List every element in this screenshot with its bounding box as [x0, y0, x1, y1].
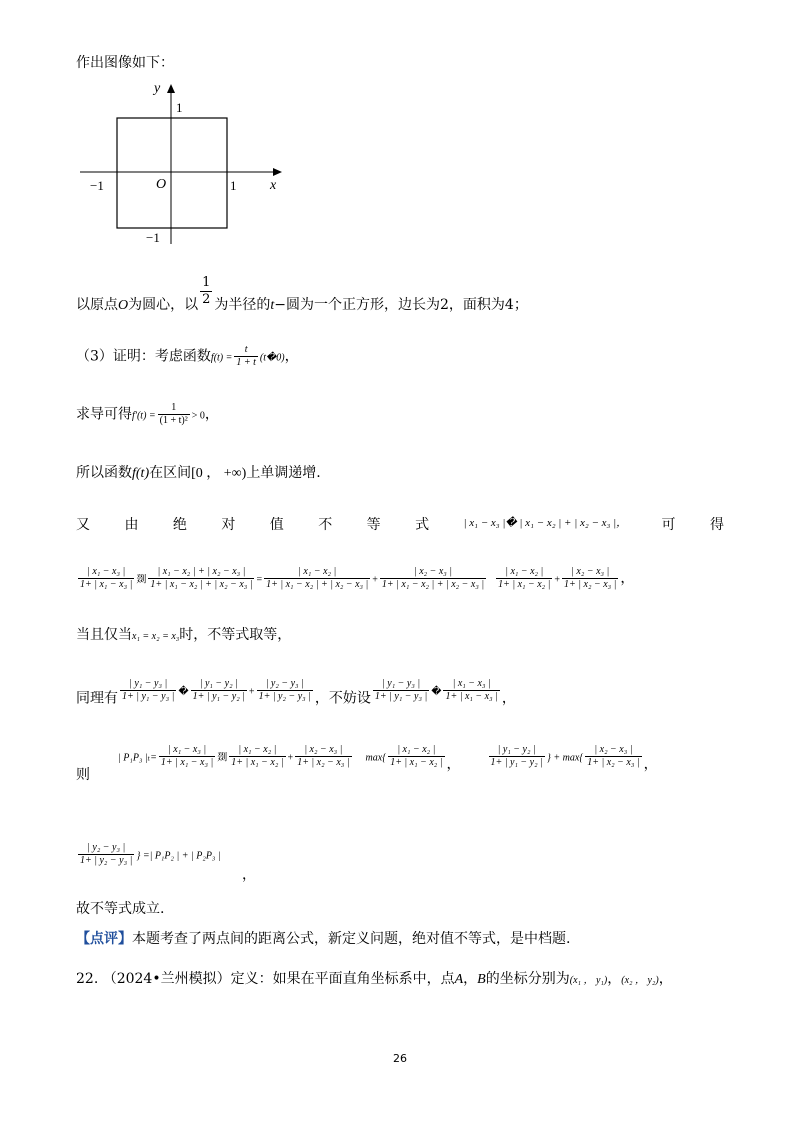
paragraph-similarly-y: 同理有 $\frac{\text{| y₁ − y₃ |}}{\text{1+ | y₁ − y₃ |}}$ � $\frac{\text{| y₁ − y₂ |}}{\text{1+ | y₁ − y₂ |}}$ + $\frac{\text{| y₂ − y₃ |}}{\text{1+ | y₂ − y₃ |}}$ ，不妨设 $\frac{\text{| y₁ − y₃ |}}{\text{1+ | y₁ − y₃ |}}$ � $\frac{\text{| x₁ − x₃ |}}{\text{1+ | x₁ − x₃ |}}$ ， [76, 678, 516, 707]
p6-frac-3: $\frac{\text{| x₁ − x₂ |}}{\text{1+ | x₁ − x₂ | + | x₂ − x₃ |}}$ [266, 566, 369, 590]
p1-text-d: −圆为一个正方形，边长为2，面积为4； [274, 297, 528, 313]
p3-formula: f′(t) = [132, 410, 156, 422]
intro-text: 作出图像如下： [76, 55, 174, 71]
paragraph-derivative [76, 402, 219, 427]
p4-text-c: 上单调递增. [246, 465, 321, 481]
p8-frac-5: $\frac{\text{| x₁ − x₃ |}}{\text{1+ | x₁ − x₃ |}}$ [445, 678, 498, 702]
p9-frac-3: $\frac{\text{| x₂ − x₃ |}}{\text{1+ | x₂ − x₃ |}}$ [297, 744, 350, 768]
p8-text-a: 同理有 [76, 690, 118, 707]
p10-rest: } =| P₁P₂ | + | P₂P₃ | [136, 850, 221, 862]
p10-frac-1: $\frac{\text{| y₂ − y₃ |}}{\text{1+ | y₂ − y₃ |}}$ [80, 842, 133, 866]
p6-frac-4: $\frac{\text{| x₂ − x₃ |}}{\text{1+ | x₁ − x₂ | + | x₂ − x₃ |}}$ [381, 566, 485, 590]
p1-t: t [270, 298, 275, 313]
p7-formula: x₁ = x₂ = x₃ [132, 631, 180, 642]
paragraph-comment [76, 930, 570, 948]
q22-text-a: 22. （2024•兰州模拟）定义：如果在平面直角坐标系中，点 [76, 971, 455, 987]
p2-formula: f(t) = [210, 352, 233, 364]
paragraph-equality [76, 626, 291, 646]
p9-frac-1: $\frac{\text{| x₁ − x₃ |}}{\text{1+ | x₁ − x₃ |}}$ [160, 744, 214, 768]
page-number: 26 [393, 1052, 407, 1065]
p9-frac-5: $\frac{\text{| y₁ − y₂ |}}{\text{1+ | y₁ − y₂ |}}$ [490, 744, 543, 768]
paragraph-consider-function [76, 344, 299, 369]
p6-frac-2: $\frac{\text{| x₁ − x₂ | + | x₂ − x₃ |}}{\text{1+ | x₁ − x₂ | + | x₂ − x₃ |}}$ [150, 566, 253, 590]
paragraph-abs-inequality: 又 由 绝 对 值 不 等 式 | x₁ − x₃ |� | x₁ − x₂ | + | x₂ − x₃ |， 可 得 [76, 514, 724, 534]
p3-fraction: $\frac{1}{\text{(1 + t)²}}$ [159, 402, 188, 426]
p3-tail: > 0 [191, 410, 205, 422]
origin-label: O [156, 177, 167, 192]
p1-origin: O [118, 298, 129, 313]
paragraph-monotonic [76, 464, 321, 483]
square-figure [70, 76, 310, 256]
comment-text: 本题考查了两点间的距离公式，新定义问题，绝对值不等式，是中档题. [132, 931, 571, 947]
p7-text-b: 时，不等式取等， [179, 627, 292, 643]
p8-frac-1: $\frac{\text{| y₁ − y₃ |}}{\text{1+ | y₁ − y₃ |}}$ [122, 678, 175, 702]
p5-formula: | x₁ − x₃ |� | x₁ − x₂ | + | x₂ − x₃ |， [463, 517, 628, 529]
p8-frac-4: $\frac{\text{| y₁ − y₃ |}}{\text{1+ | y₁ − y₃ |}}$ [374, 678, 428, 702]
paragraph-question-22: 22. （2024•兰州模拟）定义：如果在平面直角坐标系中，点A，B的坐标分别为(x₁ ， y₁)，(x₂ ， y₂)， [76, 971, 673, 987]
y-axis-label: y [154, 81, 161, 96]
p8-frac-3: $\frac{\text{| y₂ − y₃ |}}{\text{1+ | y₂ − y₃ |}}$ [258, 678, 311, 702]
p1-half-fraction: $\frac{1}{2}$ [202, 274, 211, 307]
p3-text: 求导可得 [76, 406, 132, 423]
p4-text-a: 所以函数 [76, 465, 132, 481]
tick-bottom-label: −1 [146, 230, 160, 245]
q22-coord-1: (x₁ ， y₁) [569, 975, 608, 986]
p8-text-b: ，不妨设 [314, 690, 371, 707]
comment-label: 【点评】 [76, 931, 132, 947]
paragraph-square [76, 274, 528, 315]
tick-right-label: 1 [230, 178, 237, 193]
p3-end: ， [204, 406, 219, 423]
tick-top-label: 1 [176, 100, 183, 115]
paragraph-chain-x: $\frac{\text{| x₁ − x₃ |}}{\text{1+ | x₁ − x₃ |}}$ 剟 $\frac{\text{| x₁ − x₂ | + | x₂ − x₃ |}}{\text{1+ | x₁ − x₂ | + | x₂ − x₃ |}}$ = $\frac{\text{| x₁ − x₂ |}}{\text{1+ | x₁ − x₂ | + | x₂ − x₃ |}}$ + $\frac{\text{| x₂ − x₃ |}}{\text{1+ | x₁ − x₂ | + | x₂ − x₃ |}}$ $\frac{\text{| x₁ − x₂ |}}{\text{1+ | x₁ − x₂ |}}$ + $\frac{\text{| x₂ − x₃ |}}{\text{1+ | x₂ − x₃ |}}$ ， [80, 566, 635, 590]
tick-left-label: −1 [90, 178, 104, 193]
p9-frac-4: $\frac{\text{| x₁ − x₂ |}}{\text{1+ | x₁ − x₂ |}}$ [390, 744, 443, 768]
p2-end: ， [284, 348, 299, 365]
p2-tail: (t�0) [259, 352, 285, 364]
paragraph-result [76, 842, 221, 867]
p10-end: ， [242, 867, 256, 883]
p9-text-a: 则 [76, 766, 90, 783]
x-axis-arrow [273, 168, 282, 176]
q22-text-b: 的坐标分别为 [485, 971, 570, 987]
p1-text-a: 以原点 [76, 297, 118, 313]
q22-coord-2: (x₂ ， y₂) [621, 975, 659, 986]
p9-lhs: | P₁P₃ |ₜ= [118, 752, 157, 764]
paragraph-then: 则| P₁P₃ |ₜ= $\frac{\text{| x₁ − x₃ |}}{\text{1+ | x₁ − x₃ |}}$ 剟 $\frac{\text{| x₁ − x₂ |}}{\text{1+ | x₁ − x₂ |}}$ + $\frac{\text{| x₂ − x₃ |}}{\text{1+ | x₂ − x₃ |}}$ max{ $\frac{\text{| x₁ − x₂ |}}{\text{1+ | x₁ − x₂ |}}$ ， $\frac{\text{| y₁ − y₂ |}}{\text{1+ | y₁ − y₂ |}}$ } + max{ $\frac{\text{| x₂ − x₃ |}}{\text{1+ | x₂ − x₃ |}}$ ， [76, 744, 658, 783]
paragraph-conclusion: 故不等式成立. [76, 901, 165, 917]
p8-frac-2: $\frac{\text{| y₁ − y₂ |}}{\text{1+ | y₁ − y₂ |}}$ [192, 678, 245, 702]
p6-frac-1: $\frac{\text{| x₁ − x₃ |}}{\text{1+ | x₁ − x₃ |}}$ [80, 566, 133, 590]
p1-text-b: 为圆心，以 [128, 297, 199, 313]
p9-frac-6: $\frac{\text{| x₂ − x₃ |}}{\text{1+ | x₂ − x₃ |}}$ [587, 744, 640, 768]
p7-text-a: 当且仅当 [76, 627, 132, 643]
p6-frac-5: $\frac{\text{| x₁ − x₂ |}}{\text{1+ | x₁ − x₂ |}}$ [498, 566, 551, 590]
p9-frac-2: $\frac{\text{| x₁ − x₂ |}}{\text{1+ | x₁ − x₂ |}}$ [231, 744, 284, 768]
x-axis-label: x [270, 178, 277, 193]
p4-text-b: 在区间 [149, 465, 192, 481]
p4-interval: [0 ， +∞) [191, 466, 247, 481]
square-outline [117, 118, 227, 228]
p6-frac-6: $\frac{\text{| x₂ − x₃ |}}{\text{1+ | x₂ − x₃ |}}$ [564, 566, 617, 590]
p1-text-c: 为半径的 [214, 297, 271, 313]
p2-text: （3）证明：考虑函数 [76, 348, 211, 365]
y-axis-arrow [167, 84, 175, 93]
p2-fraction: $\frac{t}{1 + t}$ [236, 344, 256, 368]
p4-ft: f(t) [132, 466, 150, 481]
